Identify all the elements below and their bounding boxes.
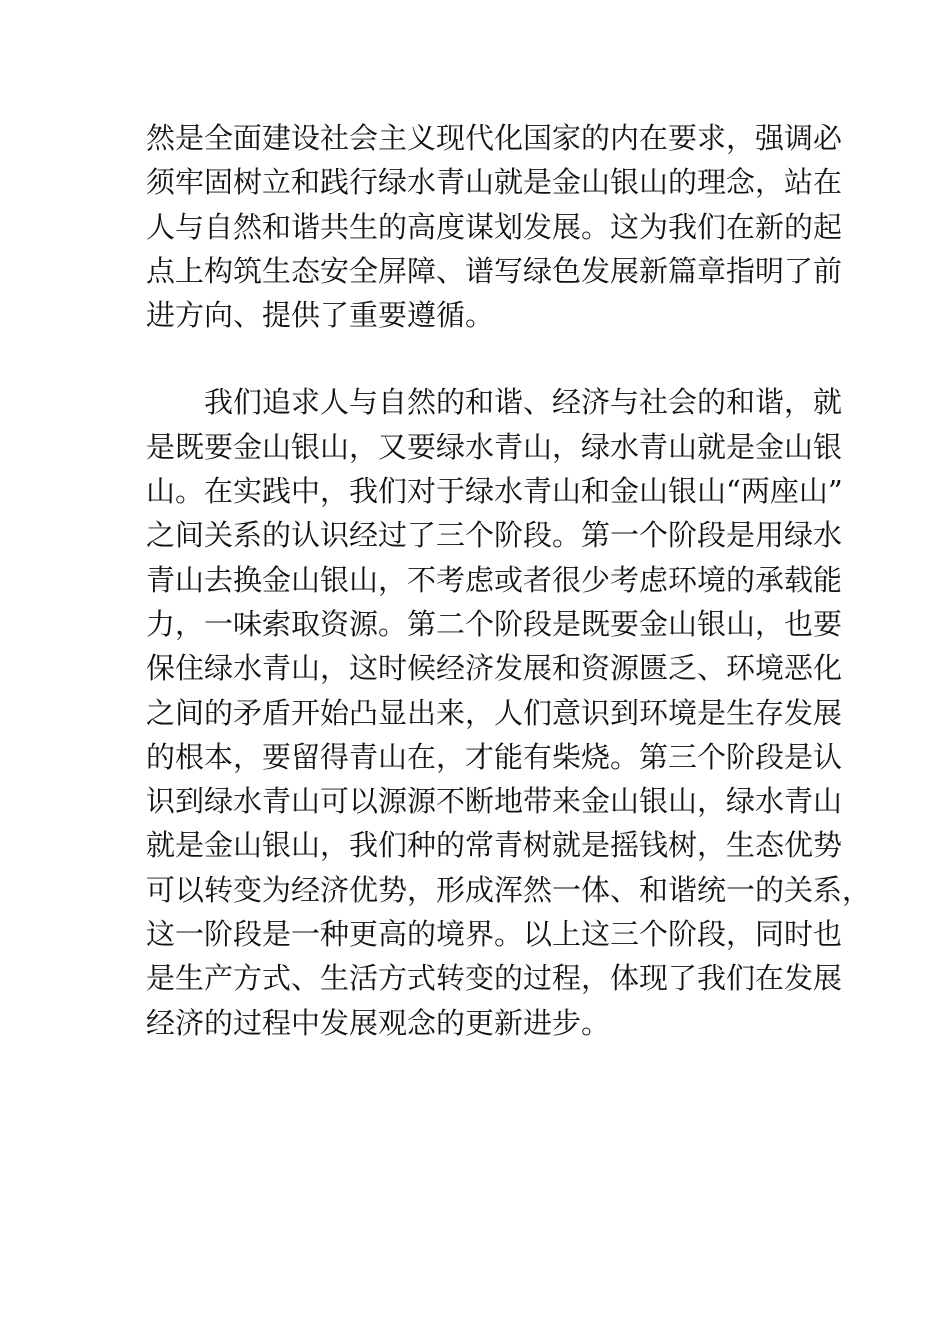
text-line: 经济的过程中发展观念的更新进步。: [146, 1005, 611, 1040]
text-line: 之间关系的认识经过了三个阶段。第一个阶段是用绿水: [146, 518, 843, 553]
text-line: 的根本，要留得青山在，才能有柴烧。第三个阶段是认: [146, 739, 843, 774]
text-line: 之间的矛盾开始凸显出来，人们意识到环境是生存发展: [146, 695, 843, 730]
text-line: 点上构筑生态安全屏障、谱写绿色发展新篇章指明了前: [146, 253, 843, 288]
text-line: 须牢固树立和践行绿水青山就是金山银山的理念，站在: [146, 165, 843, 200]
text-line: 力，一味索取资源。第二个阶段是既要金山银山，也要: [146, 606, 843, 641]
text-line: 进方向、提供了重要遵循。: [146, 298, 495, 333]
paragraph-2: [146, 380, 872, 1044]
text-line: 可以转变为经济优势，形成浑然一体、和谐统一的关系，: [146, 872, 872, 907]
text-line: 这一阶段是一种更高的境界。以上这三个阶段，同时也: [146, 917, 843, 952]
text-line: 人与自然和谐共生的高度谋划发展。这为我们在新的起: [146, 209, 843, 244]
paragraph-1: [146, 116, 843, 337]
document-body: [146, 116, 872, 1045]
paragraph-gap: [146, 337, 808, 380]
text-line: 是生产方式、生活方式转变的过程，体现了我们在发展: [146, 961, 843, 996]
text-line: 山。在实践中，我们对于绿水青山和金山银山“两座山”: [146, 474, 843, 509]
text-line: 我们追求人与自然的和谐、经济与社会的和谐，就: [204, 385, 843, 420]
text-line: 是既要金山银山，又要绿水青山，绿水青山就是金山银: [146, 429, 843, 464]
text-line: 保住绿水青山，这时候经济发展和资源匮乏、环境恶化: [146, 651, 843, 686]
text-line: 然是全面建设社会主义现代化国家的内在要求，强调必: [146, 121, 843, 155]
text-line: 青山去换金山银山，不考虑或者很少考虑环境的承载能: [146, 562, 843, 597]
text-line: 就是金山银山，我们种的常青树就是摇钱树，生态优势: [146, 828, 843, 863]
text-line: 识到绿水青山可以源源不断地带来金山银山，绿水青山: [146, 784, 843, 819]
